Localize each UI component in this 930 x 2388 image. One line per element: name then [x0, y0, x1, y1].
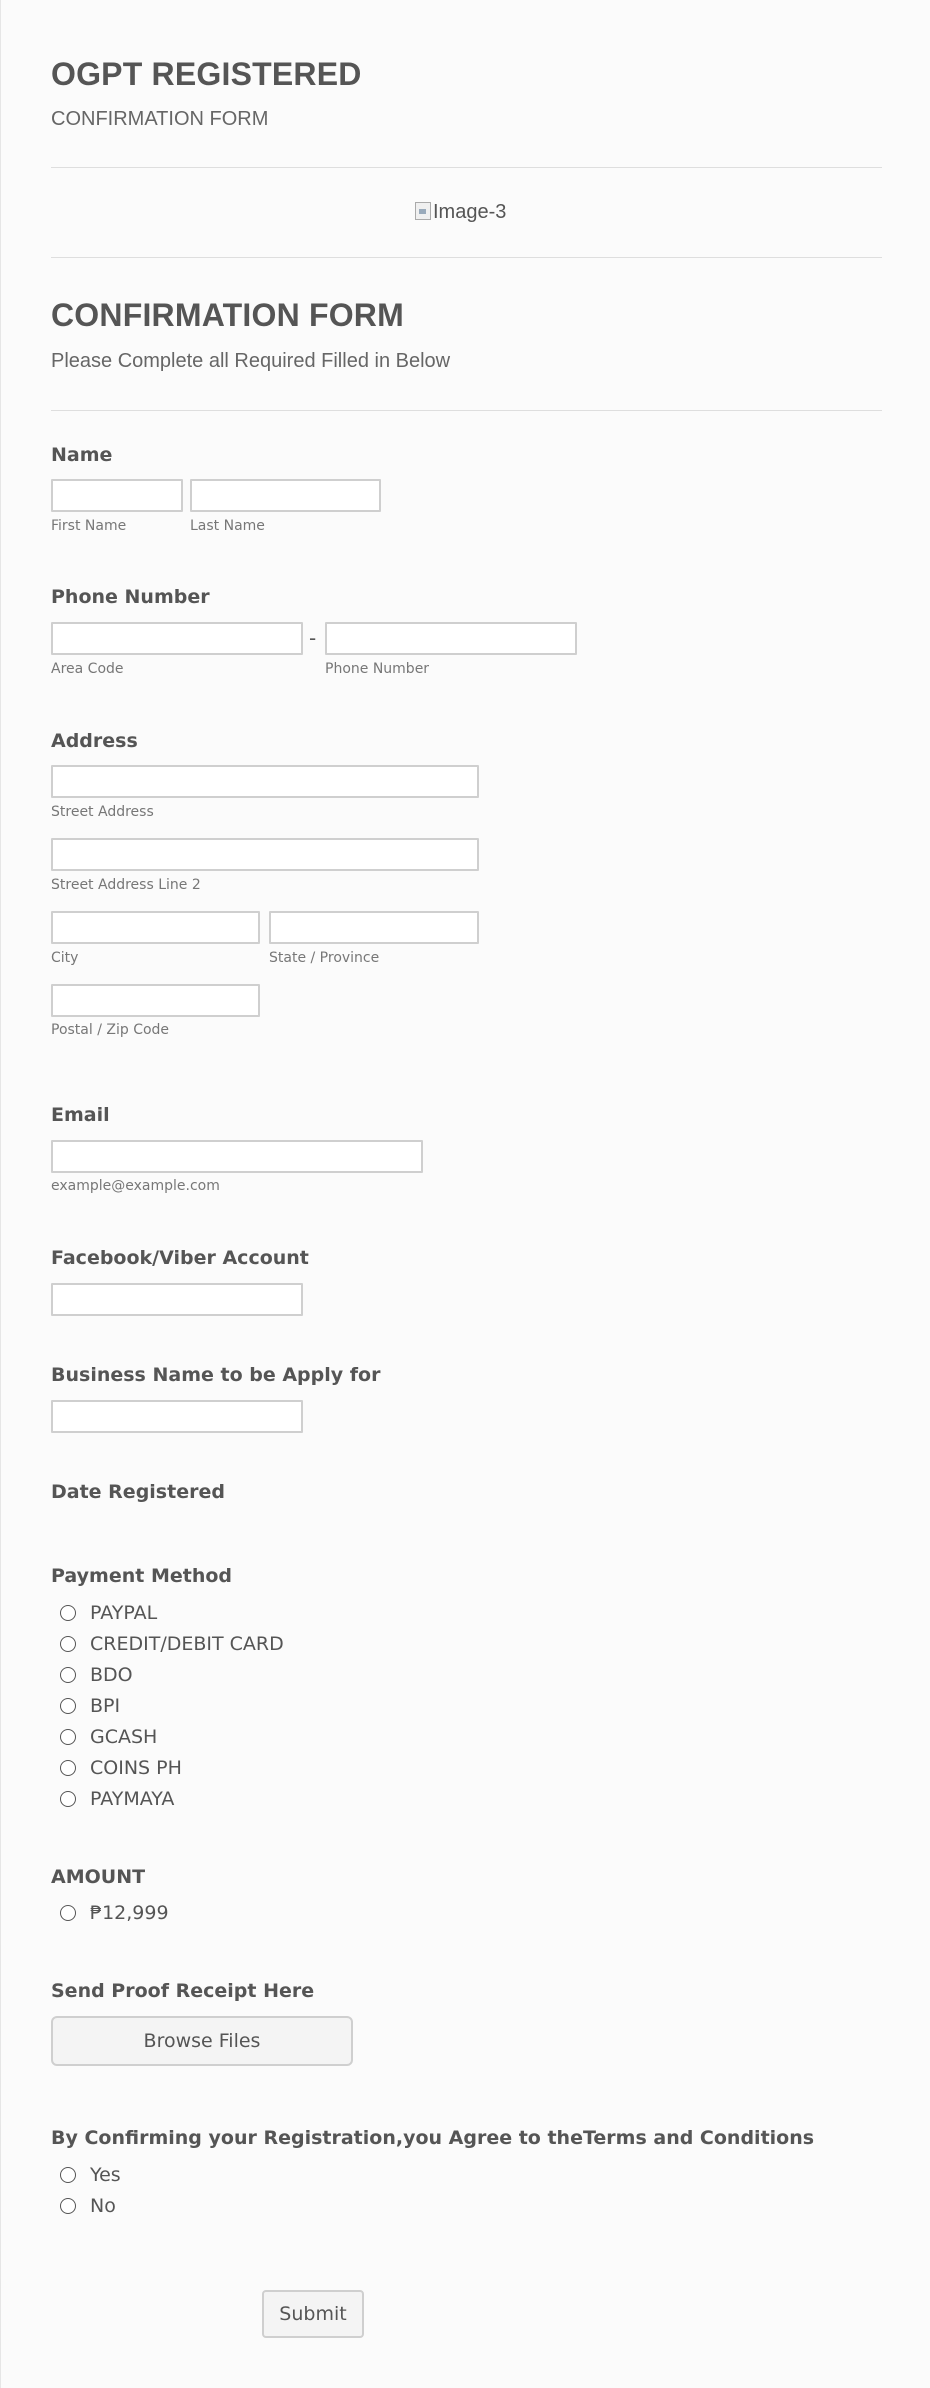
facebook-viber-input[interactable] [51, 1283, 303, 1316]
business-name-input[interactable] [51, 1400, 303, 1433]
postal-code-input[interactable] [51, 984, 260, 1017]
area-code-sublabel: Area Code [51, 661, 124, 677]
section-title: CONFIRMATION FORM [51, 297, 404, 333]
divider [51, 167, 882, 168]
street-address-line2-input[interactable] [51, 838, 479, 871]
payment-option-label: BDO [90, 1663, 133, 1686]
form-title: OGPT REGISTERED [51, 56, 362, 92]
first-name-sublabel: First Name [51, 518, 127, 534]
header-image [415, 201, 506, 224]
facebook-viber-label: Facebook/Viber Account [51, 1247, 309, 1269]
amount-option-label: ₱12,999 [90, 1901, 169, 1924]
radio-button[interactable] [60, 1791, 76, 1807]
amount-label: AMOUNT [51, 1866, 146, 1888]
state-sublabel: State / Province [269, 950, 380, 966]
terms-label: By Confirming your Registration,you Agree to theTerms and Conditions [51, 2127, 815, 2149]
browse-files-button[interactable]: Browse Files [51, 2016, 353, 2066]
payment-option-paypal[interactable] [51, 1597, 284, 1628]
payment-option-bdo[interactable] [51, 1659, 284, 1690]
terms-option-yes[interactable] [51, 2159, 121, 2190]
payment-option-gcash[interactable] [51, 1721, 284, 1752]
broken-image-icon [415, 202, 431, 220]
city-input[interactable] [51, 911, 260, 944]
state-input[interactable] [269, 911, 479, 944]
street-address-line2-sublabel: Street Address Line 2 [51, 877, 201, 893]
proof-receipt-label: Send Proof Receipt Here [51, 1980, 315, 2002]
area-code-input[interactable] [51, 622, 303, 655]
street-address-input[interactable] [51, 765, 479, 798]
payment-method-label: Payment Method [51, 1565, 233, 1587]
business-name-label: Business Name to be Apply for [51, 1364, 381, 1386]
payment-option-coins-ph[interactable] [51, 1752, 284, 1783]
last-name-input[interactable] [190, 479, 381, 512]
radio-button[interactable] [60, 1905, 76, 1921]
image-alt-text: Image-3 [433, 201, 507, 223]
street-address-sublabel: Street Address [51, 804, 154, 820]
payment-option-label: CREDIT/DEBIT CARD [90, 1632, 284, 1655]
divider [51, 410, 882, 411]
name-label: Name [51, 444, 113, 466]
payment-option-label: GCASH [90, 1725, 158, 1748]
radio-button[interactable] [60, 1760, 76, 1776]
payment-option-label: PAYMAYA [90, 1787, 175, 1810]
phone-label: Phone Number [51, 586, 210, 608]
email-label: Email [51, 1104, 110, 1126]
postal-code-sublabel: Postal / Zip Code [51, 1022, 170, 1038]
payment-option-paymaya[interactable] [51, 1783, 284, 1814]
section-subtitle: Please Complete all Required Filled in Below [51, 350, 451, 372]
radio-button[interactable] [60, 2198, 76, 2214]
city-sublabel: City [51, 950, 79, 966]
amount-options [51, 1897, 169, 1928]
payment-option-label: PAYPAL [90, 1601, 158, 1624]
payment-option-bpi[interactable] [51, 1690, 284, 1721]
form-subtitle: CONFIRMATION FORM [51, 108, 269, 130]
terms-options [51, 2159, 121, 2221]
payment-option-credit-debit-card[interactable] [51, 1628, 284, 1659]
phone-separator: - [309, 626, 317, 650]
phone-number-input[interactable] [325, 622, 577, 655]
first-name-input[interactable] [51, 479, 183, 512]
radio-button[interactable] [60, 1729, 76, 1745]
radio-button[interactable] [60, 1667, 76, 1683]
terms-option-no[interactable] [51, 2190, 121, 2221]
terms-option-label: Yes [90, 2163, 121, 2186]
radio-button[interactable] [60, 2167, 76, 2183]
email-sublabel: example@example.com [51, 1178, 220, 1194]
last-name-sublabel: Last Name [190, 518, 265, 534]
radio-button[interactable] [60, 1698, 76, 1714]
amount-option[interactable] [51, 1897, 169, 1928]
email-input[interactable] [51, 1140, 423, 1173]
terms-option-label: No [90, 2194, 116, 2217]
radio-button[interactable] [60, 1636, 76, 1652]
payment-method-options [51, 1597, 284, 1814]
phone-number-sublabel: Phone Number [325, 661, 430, 677]
date-registered-label: Date Registered [51, 1481, 225, 1503]
payment-option-label: COINS PH [90, 1756, 182, 1779]
radio-button[interactable] [60, 1605, 76, 1621]
payment-option-label: BPI [90, 1694, 121, 1717]
address-label: Address [51, 730, 138, 752]
divider [51, 257, 882, 258]
submit-button[interactable]: Submit [262, 2290, 364, 2338]
